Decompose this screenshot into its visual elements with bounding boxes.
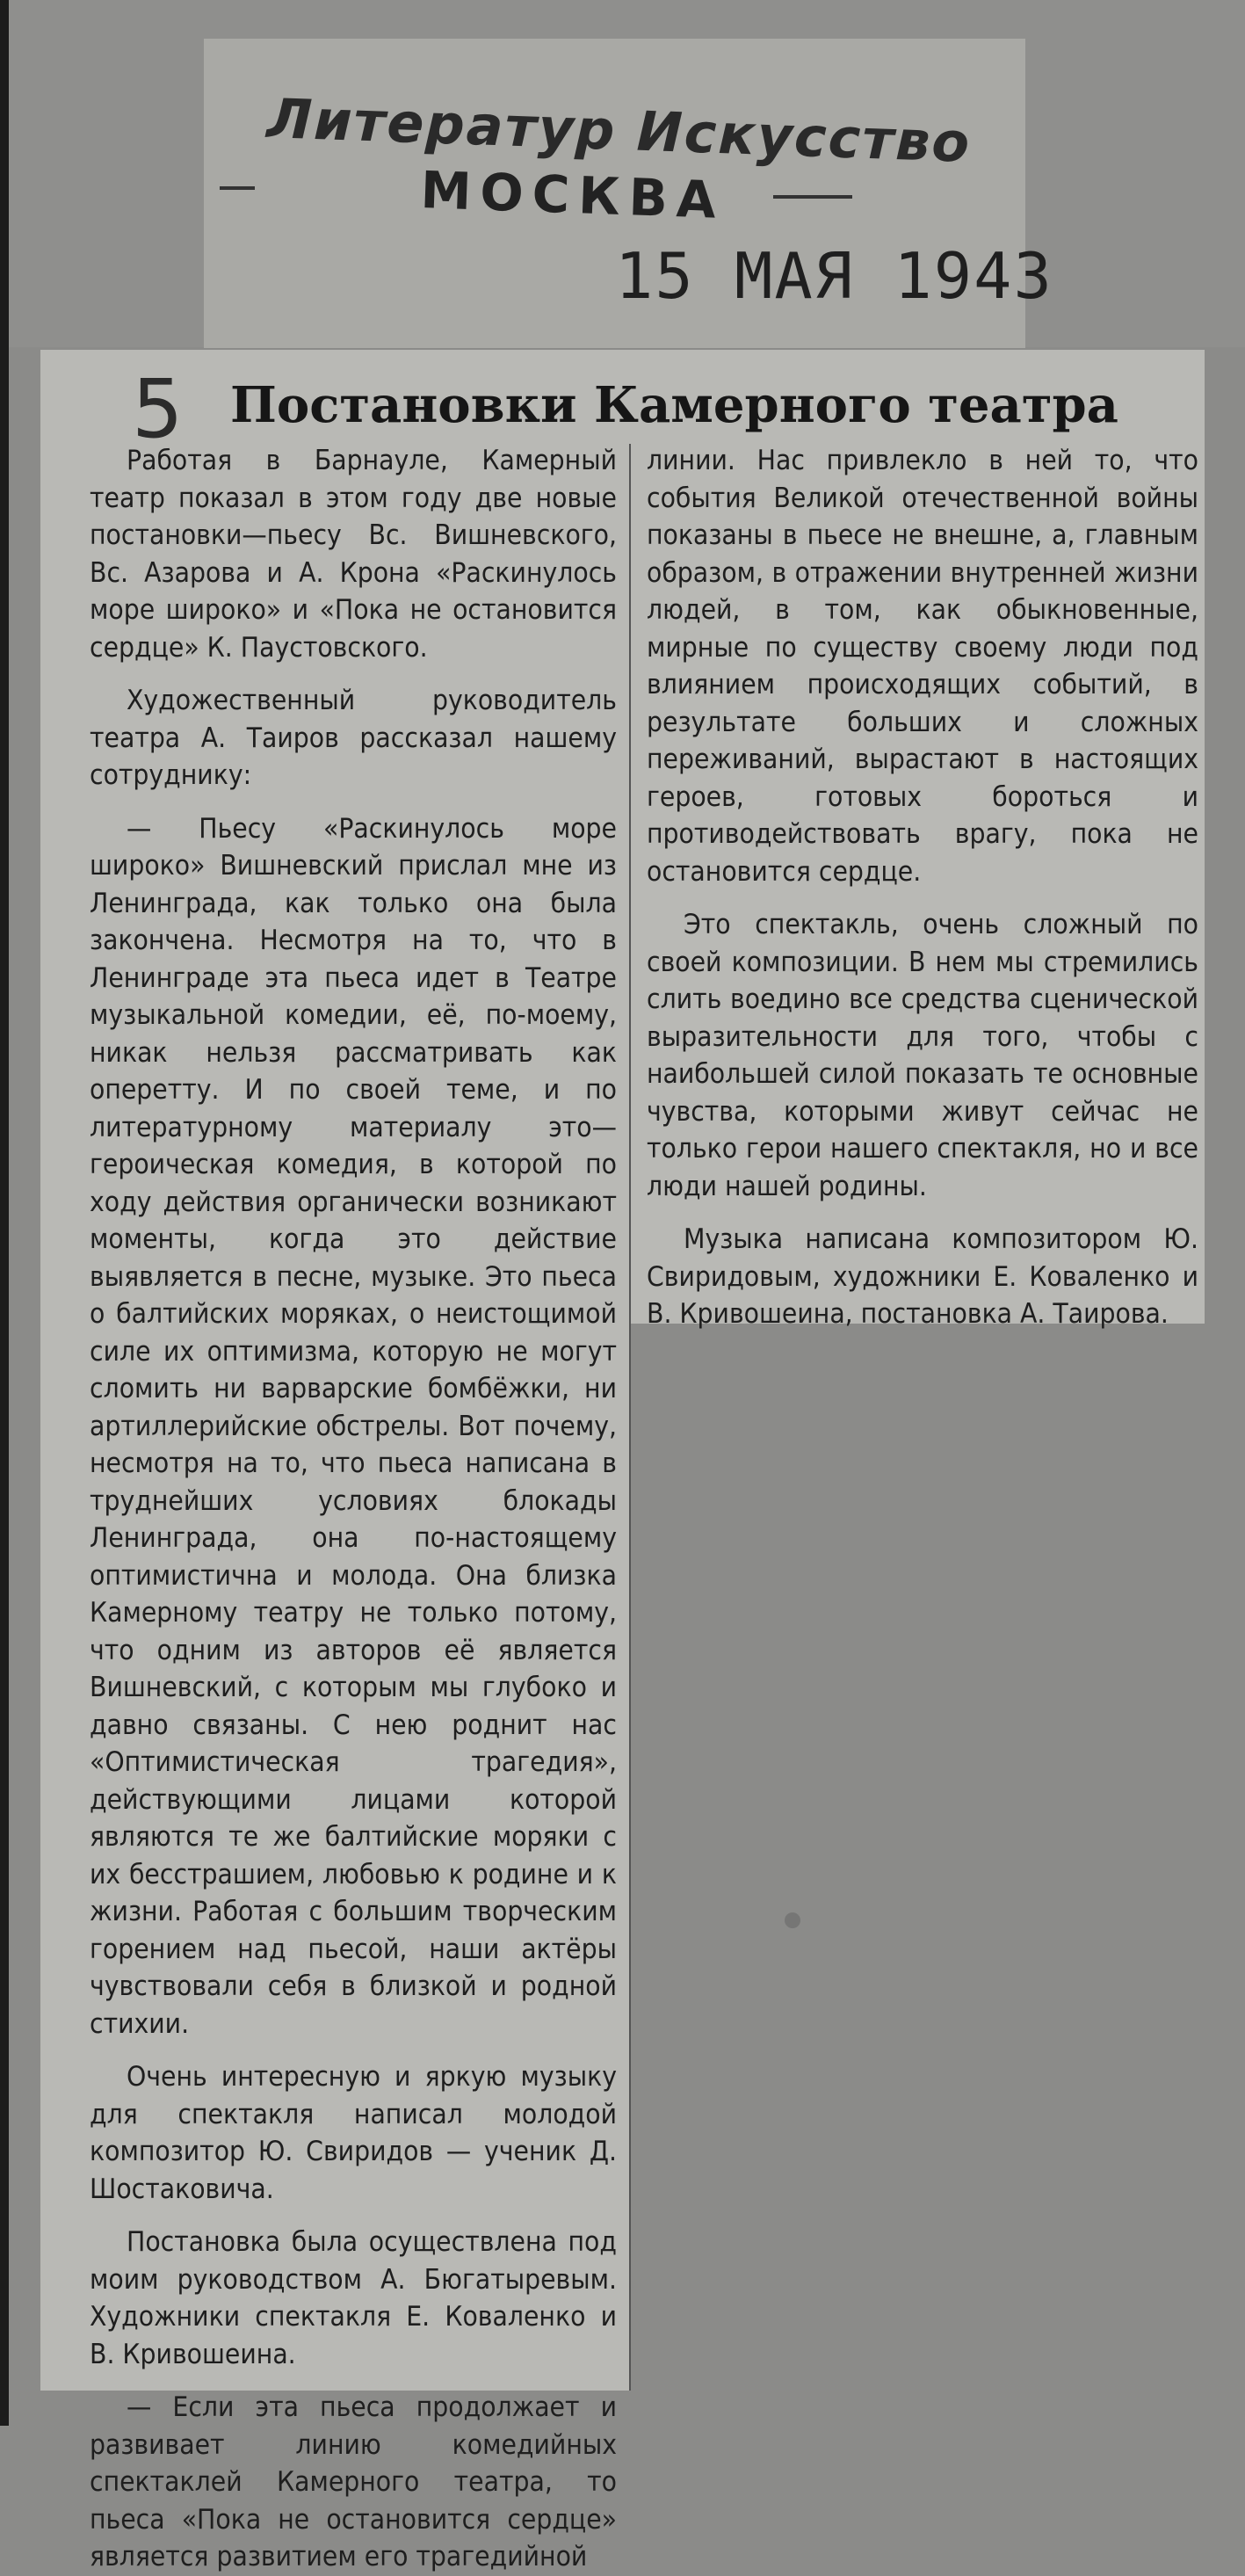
stamp-dash-right xyxy=(773,195,852,199)
paragraph: Очень интересную и яркую музыку для спектакля написал молодой композитор Ю. Свиридов — ученик Д. Шостаковича. xyxy=(90,2061,617,2205)
paragraph: Художественный руководитель театра А. Таиров рассказал нашему сотруднику: xyxy=(90,685,617,791)
stamp-publication: Литератур Искусство xyxy=(265,86,973,175)
stamp-city: МОСКВА xyxy=(419,160,726,231)
paragraph: Музыка написана композитором Ю. Свиридовым, художники Е. Коваленко и В. Кривошеина, постановка А. Таирова. xyxy=(647,1223,1198,1330)
margin-mark: 5 xyxy=(132,362,184,456)
scan-border xyxy=(0,0,9,2426)
ink-stain xyxy=(785,1912,800,1928)
article-column-right xyxy=(647,442,1198,1330)
paragraph: — Если эта пьеса продолжает и развивает линию комедийных спектаклей Камерного театра, то пьеса «Пока не остановится сердце» является развитием его трагедийной xyxy=(90,2391,617,2572)
stamp-dash-left xyxy=(220,186,255,190)
paragraph: линии. Нас привлекло в ней то, что события Великой отечественной войны показаны в пьесе не внешне, а, главным образом, в отражении внутренней жизни людей, в том, как обыкновенные, мирные по существу своему люди под влиянием происходящих событий, в результате больших и сложных переживаний, вырастают в настоящих героев, готовых бороться и противодействовать врагу, пока не остановится сердце. xyxy=(647,445,1198,888)
column-divider xyxy=(629,444,631,2391)
paragraph: Постановка была осуществлена под моим руководством А. Бюгатыревым. Художники спектакля Е. Коваленко и В. Кривошеина. xyxy=(90,2226,617,2370)
article-column-left xyxy=(90,442,617,2572)
paragraph: Работая в Барнауле, Камерный театр показал в этом году две новые постановки—пьесу Вс. Вишневского, Вс. Азарова и А. Крона «Раскинулось море широко» и «Пока не остановится сердце» К. Паустовского. xyxy=(90,445,617,664)
paragraph: — Пьесу «Раскинулось море широко» Вишневский прислал мне из Ленинграда, как только она была закончена. Несмотря на то, что в Ленинграде эта пьеса идет в Театре музыкальной комедии, её, по-моему, никак нельзя рассматривать как оперетту. И по своей теме, и по литературному материалу это—героическая комедия, в которой по ходу действия органически возникают моменты, когда это действие выявляется в песне, музыке. Это пьеса о балтийских моряках, о неистощимой силе их оптимизма, которую не могут сломить ни варварские бомбёжки, ни артиллерийские обстрелы. Вот почему, несмотря на то, что пьеса написана в труднейших условиях блокады Ленинграда, она по-настоящему оптимистична и молода. Она близка Камерному театру не только потому, что одним из авторов её является Вишневский, с которым мы глубоко и давно связаны. С нею роднит нас «Оптимистическая трагедия», действующими лицами которой являются те же балтийские моряки с их бесстрашием, любовью к родине и к жизни. Работая с большим творческим горением над пьесой, наши актёры чувствовали себя в близкой и родной стихии. xyxy=(90,812,617,2040)
article-title: Постановки Камерного театра xyxy=(230,376,1118,434)
paragraph: Это спектакль, очень сложный по своей композиции. В нем мы стремились слить воедино все средства сценической выразительности для того, чтобы с наибольшей силой показать те основные чувства, которыми живут сейчас не только герои нашего спектакля, но и все люди нашей родины. xyxy=(647,909,1198,1202)
stamp-date: 15 МАЯ 1943 xyxy=(615,239,1053,313)
